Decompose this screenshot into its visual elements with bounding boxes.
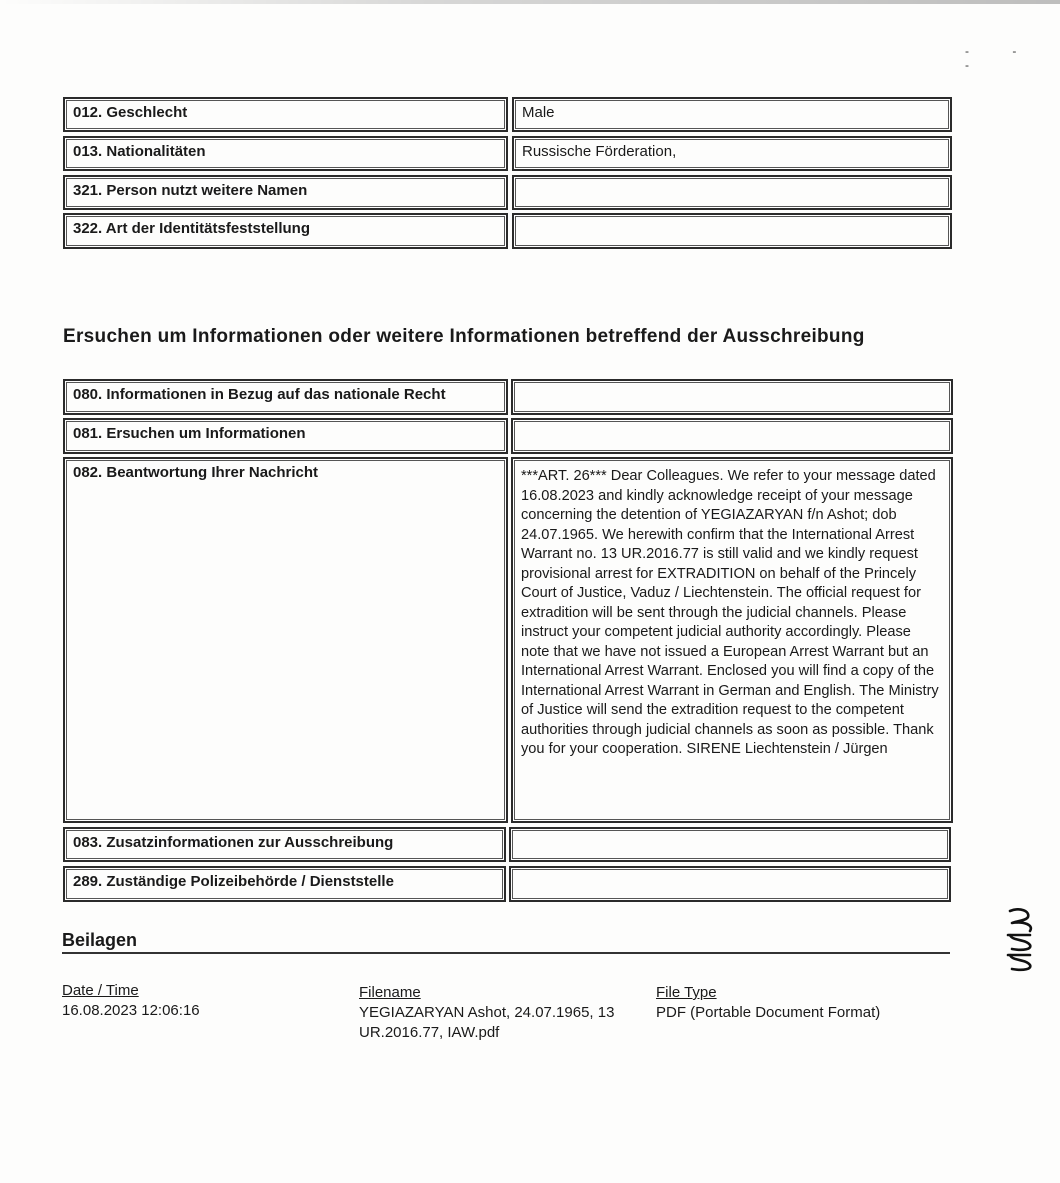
field-label: 080. Informationen in Bezug auf das nationale Recht [63, 379, 508, 415]
reply-message-text: ***ART. 26*** Dear Colleagues. We refer to your message dated 16.08.2023 and kindly acknowledge receipt of your message concerning the detention of YEGIAZARYAN f/n Ashot; dob 24.07.1965. We herewith confirm that the International Arrest Warrant no. 13 UR.2016.77 is still valid and we kindly request provisional arrest for EXTRADITION on behalf of the Princely Court of Justice, Vaduz / Liechtenstein. The official request for extradition will be sent through the judicial channels. Please instruct your competent judicial authority accordingly. Please note that we have not issued a European Arrest Warrant but an International Arrest Warrant. Enclosed you will find a copy of the International Arrest Warrant in German and English. The Ministry of Justice will send the extradition request to the competent authorities through judicial channels as soon as possible. Thank you for your cooperation. SIRENE Liechtenstein / Jürgen [511, 457, 953, 823]
table-row-message-reply [63, 457, 953, 823]
field-value [511, 418, 953, 454]
field-value [512, 213, 952, 249]
field-label: 012. Geschlecht [63, 97, 508, 132]
filetype-value: PDF (Portable Document Format) [656, 1004, 881, 1021]
table-row-identity-check [63, 213, 952, 249]
field-label: 322. Art der Identitätsfeststellung [63, 213, 508, 249]
filename-line-1: YEGIAZARYAN Ashot, 24.07.1965, 13 [359, 1004, 615, 1021]
table-row-police-authority [63, 866, 951, 902]
attachments-filename-column [359, 983, 614, 1043]
field-value [512, 175, 952, 210]
table-row-national-law [63, 379, 953, 415]
field-label: 321. Person nutzt weitere Namen [63, 175, 508, 210]
field-label: 082. Beantwortung Ihrer Nachricht [63, 457, 508, 823]
field-label: 013. Nationalitäten [63, 136, 508, 171]
filetype-header: File Type [656, 984, 717, 1001]
table-row-nationality [63, 136, 952, 171]
table-row-gender [63, 97, 952, 132]
date-header: Date / Time [62, 982, 139, 999]
field-value [509, 866, 951, 902]
table-row-info-request [63, 418, 953, 454]
attachments-heading: Beilagen [62, 930, 950, 954]
attachments-filetype-column [656, 983, 880, 1023]
handwritten-page-number [1000, 905, 1040, 975]
scan-edge [0, 0, 1060, 4]
section-title: Ersuchen um Informationen oder weitere Informationen betreffend der Ausschreibung [63, 326, 865, 347]
field-value: Male [512, 97, 952, 132]
field-label: 289. Zuständige Polizeibehörde / Dienststelle [63, 866, 506, 902]
field-value: Russische Förderation, [512, 136, 952, 171]
field-label: 083. Zusatzinformationen zur Ausschreibung [63, 827, 506, 862]
filename-header: Filename [359, 984, 421, 1001]
field-value [511, 379, 953, 415]
filename-line-2: UR.2016.77, IAW.pdf [359, 1024, 500, 1041]
attachments-date-column [62, 981, 200, 1021]
date-value: 16.08.2023 12:06:16 [62, 1002, 200, 1019]
field-label: 081. Ersuchen um Informationen [63, 418, 508, 454]
margin-dots: - - - [965, 44, 1037, 72]
field-value [509, 827, 951, 862]
table-row-additional-info [63, 827, 951, 862]
table-row-other-names [63, 175, 952, 210]
